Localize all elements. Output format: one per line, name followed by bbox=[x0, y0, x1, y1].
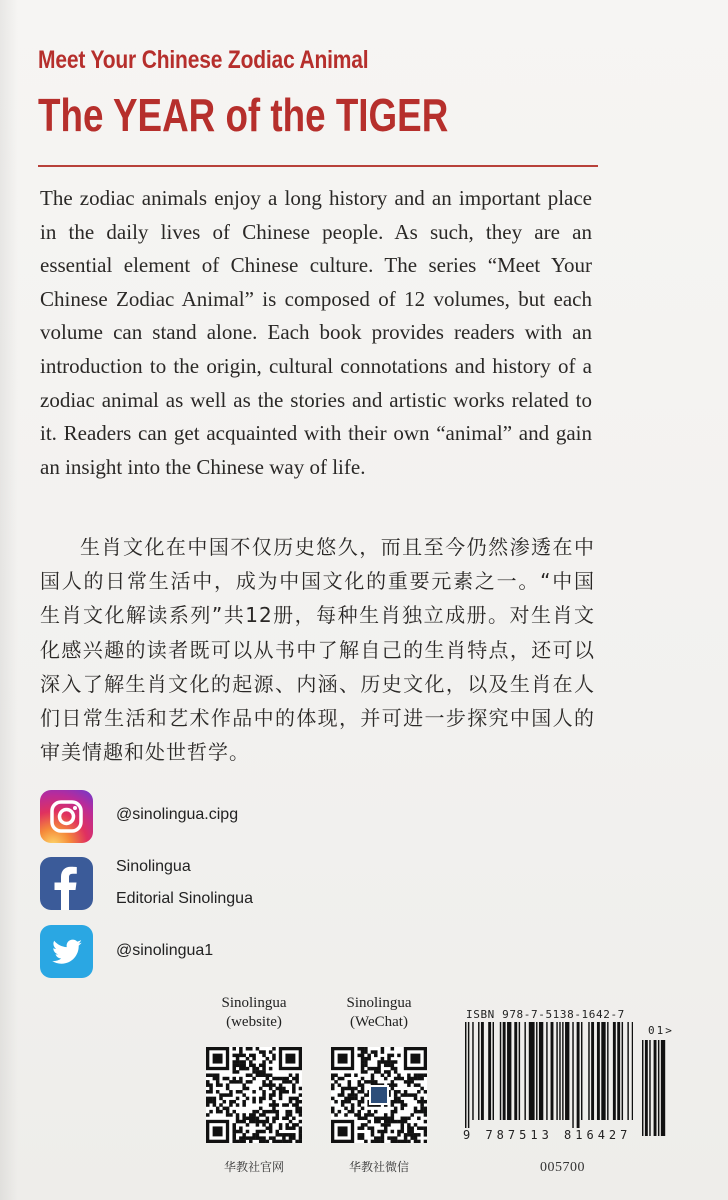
barcode-addon bbox=[640, 1040, 668, 1144]
qr-code-wechat[interactable] bbox=[331, 1047, 427, 1143]
instagram-icon bbox=[40, 790, 93, 843]
price-code: 005700 bbox=[540, 1160, 585, 1175]
qr-website-label-line1: Sinolingua bbox=[221, 995, 287, 1011]
qr-wechat-caption: 华教社微信 bbox=[348, 1160, 409, 1174]
twitter-icon bbox=[40, 925, 93, 978]
series-title: Meet Your Chinese Zodiac Animal bbox=[38, 46, 369, 74]
barcode-digits: 9 787513 816427 bbox=[463, 1128, 632, 1142]
twitter-handle: @sinolingua1 bbox=[116, 942, 214, 959]
facebook-name: Sinolingua bbox=[116, 858, 191, 875]
title-divider bbox=[38, 165, 598, 167]
qr-website-label-line2: (website) bbox=[226, 1014, 282, 1030]
qr-website-caption: 华教社官网 bbox=[223, 1160, 284, 1174]
instagram-handle: @sinolingua.cipg bbox=[116, 806, 239, 823]
qr-wechat-label-line1: Sinolingua bbox=[346, 995, 412, 1011]
english-description: The zodiac animals enjoy a long history and an important place in the daily lives of Chinese people. As such, they are an essential element of Chinese culture. The series “Meet Your Chinese Zodiac Animal” is composed of 12 volumes, but each volume can stand alone. Each book provides readers with an introduction to the origin, cultural connotations and history of a zodiac animal as well as the stories and artistic works related to it. Readers can get acquainted with their own “animal” and gain an insight into the Chinese way of life. bbox=[40, 186, 592, 479]
qr-wechat-label-line2: (WeChat) bbox=[350, 1014, 408, 1030]
cover-edge-shadow bbox=[0, 0, 18, 1200]
qr-code-website[interactable] bbox=[206, 1047, 302, 1143]
barcode-addon-label: 01> bbox=[648, 1024, 674, 1037]
qr-website-label bbox=[194, 994, 314, 1032]
isbn-number: ISBN 978-7-5138-1642-7 bbox=[466, 1008, 625, 1021]
qr-wechat-label bbox=[319, 994, 439, 1032]
isbn-barcode bbox=[463, 1022, 633, 1128]
facebook-page: Editorial Sinolingua bbox=[116, 890, 253, 907]
facebook-icon bbox=[40, 857, 93, 910]
chinese-description: 生肖文化在中国不仅历史悠久，而且至今仍然渗透在中国人的日常生活中，成为中国文化的重要元素之一。“中国生肖文化解读系列”共12册，每种生肖独立成册。对生肖文化感兴趣的读者既可以从书中了解自己的生肖特点，还可以深入了解生肖文化的起源、内涵、历史文化，以及生肖在人们日常生活和艺术作品中的体现，并可进一步探究中国人的审美情趣和处世哲学。 bbox=[40, 535, 595, 765]
book-title: The YEAR of the TIGER bbox=[38, 89, 449, 141]
